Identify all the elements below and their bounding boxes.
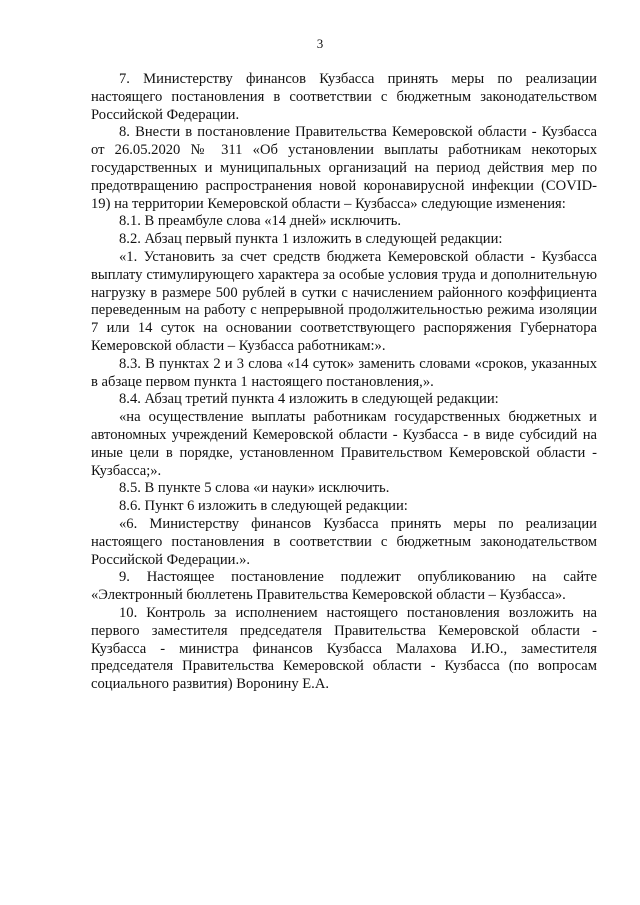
paragraph-10: 10. Контроль за исполнением настоящего постановления возложить на первого заместителя председателя Правительства Кемеровской области - Кузбасса - министра финансов Кузбасса Малахова И.Ю., заместителя председателя Правительства Кемеровской области - Кузбасса (по вопросам социального развития) Воронину Е.А. bbox=[91, 604, 597, 693]
paragraph-8: 8. Внести в постановление Правительства Кемеровской области - Кузбасса от 26.05.2020 № 311 «Об установлении выплаты работникам некоторых государственных и муниципальных организаций на период действия мер по предотвращению распространения новой коронавирусной инфекции (COVID-19) на территории Кемеровской области – Кузбасса» следующие изменения: bbox=[91, 124, 597, 212]
paragraph-8-4: 8.4. Абзац третий пункта 4 изложить в следующей редакции: bbox=[119, 391, 499, 408]
paragraph-8-4-quote: «на осуществление выплаты работникам государственных бюджетных и автономных учреждений Кемеровской области - Кузбасса - в виде субсидий на иные цели в порядке, установленном Правительством Кемеровской области - Кузбасса;». bbox=[91, 409, 597, 479]
paragraph-8-5: 8.5. В пункте 5 слова «и науки» исключить. bbox=[119, 480, 390, 497]
paragraph-8-2-quote: «1. Установить за счет средств бюджета Кемеровской области - Кузбасса выплату стимулирующего характера за особые условия труда и дополнительную нагрузку в размере 500 рублей в сутки с начислением районного коэффициента переведенным на работу с непрерывной продолжительностью режима изоляции 7 или 14 суток на основании соответствующего распоряжения Губернатора Кемеровской области – Кузбасса работникам:». bbox=[91, 248, 597, 354]
paragraph-8-6-quote: «6. Министерству финансов Кузбасса принять меры по реализации настоящего постановления в соответствии с бюджетным законодательством Российской Федерации.». bbox=[91, 515, 597, 568]
document-body bbox=[91, 71, 597, 694]
paragraph-8-6: 8.6. Пункт 6 изложить в следующей редакции: bbox=[119, 498, 408, 515]
paragraph-8-2: 8.2. Абзац первый пункта 1 изложить в следующей редакции: bbox=[119, 231, 503, 248]
paragraph-7: 7. Министерству финансов Кузбасса принять меры по реализации настоящего постановления в соответствии с бюджетным законодательством Российской Федерации. bbox=[91, 71, 597, 123]
paragraph-8-1: 8.1. В преамбуле слова «14 дней» исключить. bbox=[119, 213, 402, 230]
page-number: 3 bbox=[316, 36, 324, 51]
paragraph-8-3: 8.3. В пунктах 2 и 3 слова «14 суток» заменить словами «сроков, указанных в абзаце первом пункта 1 настоящего постановления,». bbox=[91, 355, 597, 390]
paragraph-9: 9. Настоящее постановление подлежит опубликованию на сайте «Электронный бюллетень Правительства Кемеровской области – Кузбасса». bbox=[91, 569, 597, 604]
